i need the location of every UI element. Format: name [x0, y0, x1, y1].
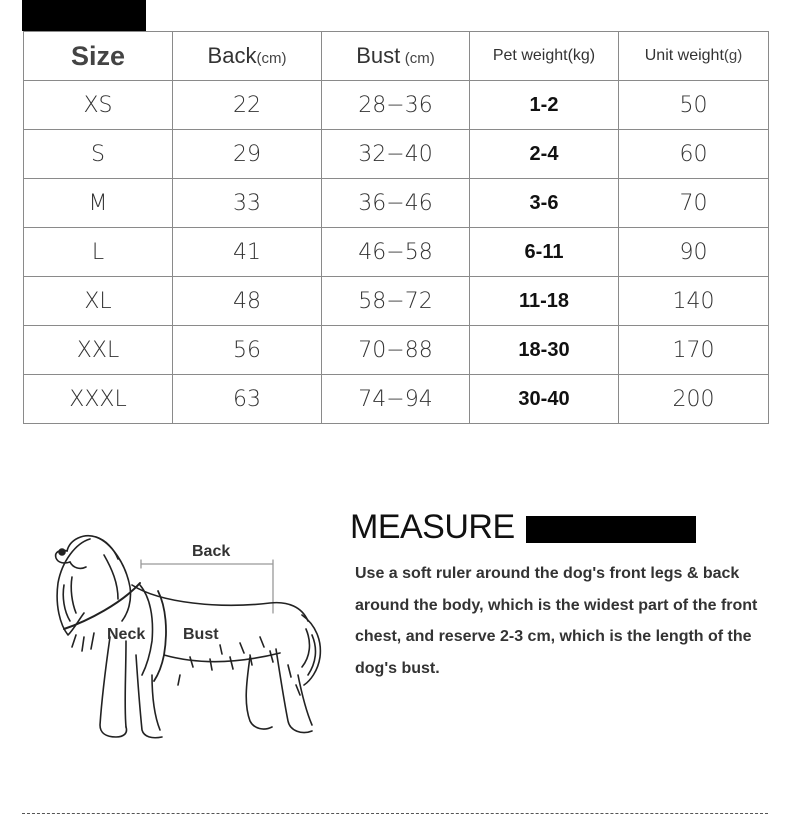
- cell-back: 29: [173, 130, 322, 179]
- cell-bust: 58−72: [322, 277, 470, 326]
- cell-size: XS: [24, 81, 173, 130]
- cell-size: S: [24, 130, 173, 179]
- cell-unit-weight: 170: [619, 326, 769, 375]
- table-row: [24, 179, 769, 228]
- measure-title: MEASURE: [350, 508, 515, 546]
- cell-size: XL: [24, 277, 173, 326]
- cell-size: L: [24, 228, 173, 277]
- table-row: [24, 277, 769, 326]
- cell-bust: 32−40: [322, 130, 470, 179]
- neck-label: Neck: [107, 626, 146, 643]
- top-redaction-bar: [22, 0, 146, 31]
- cell-pet-weight: 18-30: [470, 326, 619, 375]
- title-redaction-bar: [526, 516, 696, 543]
- bust-label: Bust: [183, 626, 219, 643]
- table-row: [24, 81, 769, 130]
- table-row: [24, 326, 769, 375]
- cell-pet-weight: 30-40: [470, 375, 619, 424]
- cell-size: XXL: [24, 326, 173, 375]
- dog-measurement-diagram: [40, 525, 330, 750]
- cell-size: M: [24, 179, 173, 228]
- header-bust: Bust (cm): [322, 32, 470, 81]
- cell-unit-weight: 90: [619, 228, 769, 277]
- cell-size: XXXL: [24, 375, 173, 424]
- cell-unit-weight: 50: [619, 81, 769, 130]
- cell-bust: 28−36: [322, 81, 470, 130]
- cell-bust: 46−58: [322, 228, 470, 277]
- table-header-row: [24, 32, 769, 81]
- header-unit-weight: Unit weight(g): [619, 32, 769, 81]
- cell-pet-weight: 11-18: [470, 277, 619, 326]
- table-row: [24, 375, 769, 424]
- header-pet-weight: Pet weight(kg): [470, 32, 619, 81]
- cell-pet-weight: 3-6: [470, 179, 619, 228]
- cell-back: 56: [173, 326, 322, 375]
- cell-unit-weight: 200: [619, 375, 769, 424]
- cell-pet-weight: 2-4: [470, 130, 619, 179]
- cell-bust: 36−46: [322, 179, 470, 228]
- cell-bust: 70−88: [322, 326, 470, 375]
- size-chart-table: [23, 31, 769, 424]
- cell-unit-weight: 60: [619, 130, 769, 179]
- cell-back: 33: [173, 179, 322, 228]
- back-label: Back: [192, 543, 231, 560]
- dashed-divider: [22, 813, 768, 814]
- cell-unit-weight: 140: [619, 277, 769, 326]
- table-row: [24, 130, 769, 179]
- cell-back: 41: [173, 228, 322, 277]
- cell-bust: 74−94: [322, 375, 470, 424]
- cell-back: 63: [173, 375, 322, 424]
- cell-back: 48: [173, 277, 322, 326]
- cell-pet-weight: 1-2: [470, 81, 619, 130]
- header-back: Back(cm): [173, 32, 322, 81]
- table-row: [24, 228, 769, 277]
- measure-instructions: Use a soft ruler around the dog's front legs & back around the body, which is the widest part of the front chest, and reserve 2-3 cm, which is the length of the dog's bust.: [355, 565, 758, 677]
- cell-unit-weight: 70: [619, 179, 769, 228]
- cell-pet-weight: 6-11: [470, 228, 619, 277]
- header-size: Size: [24, 32, 173, 81]
- cell-back: 22: [173, 81, 322, 130]
